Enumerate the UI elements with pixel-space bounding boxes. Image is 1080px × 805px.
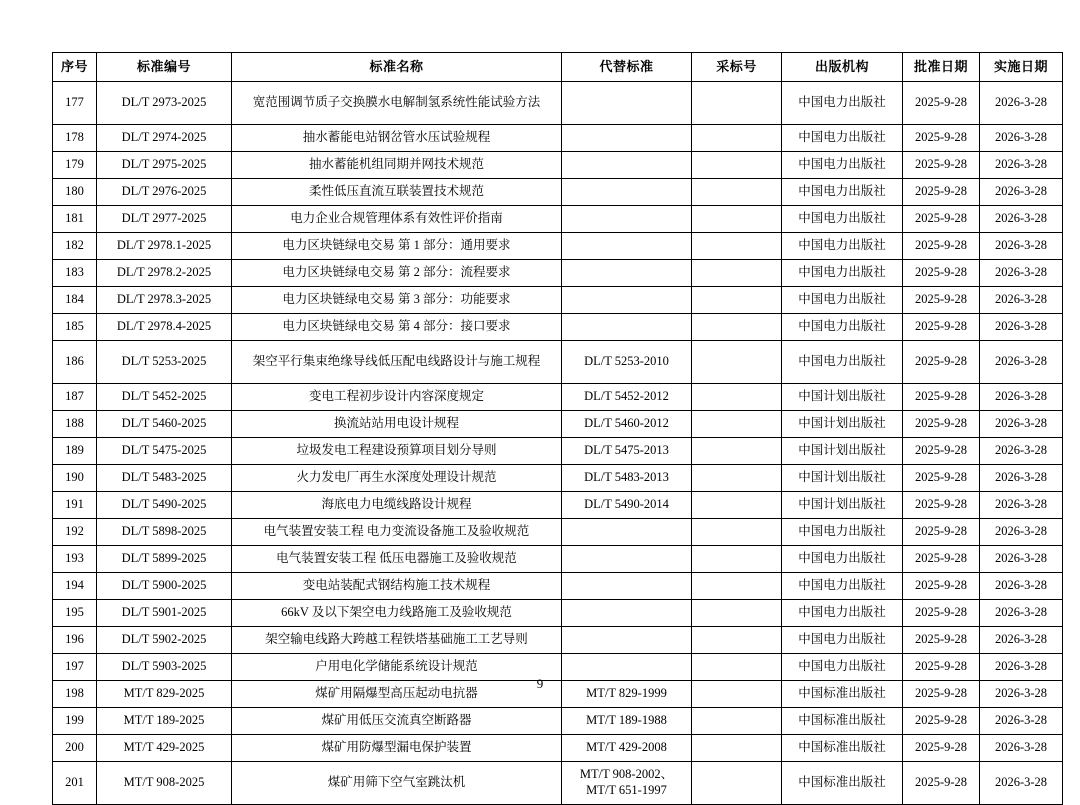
table-row <box>53 341 1063 384</box>
cell-adopted-number <box>692 519 782 546</box>
cell-implementation-date: 2026-3-28 <box>980 438 1063 465</box>
cell-publisher: 中国电力出版社 <box>782 260 903 287</box>
cell-publisher: 中国电力出版社 <box>782 287 903 314</box>
cell-adopted-number <box>692 573 782 600</box>
cell-adopted-number <box>692 492 782 519</box>
table-row <box>53 206 1063 233</box>
cell-adopted-number <box>692 546 782 573</box>
cell-publisher: 中国计划出版社 <box>782 411 903 438</box>
cell-standard-name: 煤矿用低压交流真空断路器 <box>232 708 562 735</box>
cell-approval-date: 2025-9-28 <box>903 82 980 125</box>
cell-seq: 187 <box>53 384 97 411</box>
cell-approval-date: 2025-9-28 <box>903 735 980 762</box>
cell-standard-name: 垃圾发电工程建设预算项目划分导则 <box>232 438 562 465</box>
cell-standard-code: DL/T 2975-2025 <box>97 152 232 179</box>
cell-adopted-number <box>692 384 782 411</box>
table-row <box>53 573 1063 600</box>
cell-replaced-standard <box>562 179 692 206</box>
cell-standard-code: MT/T 429-2025 <box>97 735 232 762</box>
cell-standard-name: 变电站装配式钢结构施工技术规程 <box>232 573 562 600</box>
cell-implementation-date: 2026-3-28 <box>980 492 1063 519</box>
table-row <box>53 519 1063 546</box>
cell-replaced-standard: DL/T 5460-2012 <box>562 411 692 438</box>
cell-publisher: 中国计划出版社 <box>782 438 903 465</box>
cell-standard-code: MT/T 189-2025 <box>97 708 232 735</box>
cell-adopted-number <box>692 735 782 762</box>
cell-standard-name: 架空平行集束绝缘导线低压配电线路设计与施工规程 <box>232 341 562 384</box>
cell-standard-code: DL/T 5452-2025 <box>97 384 232 411</box>
table-row <box>53 152 1063 179</box>
column-header-adopted-number: 采标号 <box>692 53 782 82</box>
cell-standard-name: 架空输电线路大跨越工程铁塔基础施工工艺导则 <box>232 627 562 654</box>
cell-adopted-number <box>692 438 782 465</box>
cell-standard-code: DL/T 2978.4-2025 <box>97 314 232 341</box>
cell-implementation-date: 2026-3-28 <box>980 708 1063 735</box>
cell-seq: 184 <box>53 287 97 314</box>
cell-standard-name: 变电工程初步设计内容深度规定 <box>232 384 562 411</box>
cell-standard-name: 煤矿用防爆型漏电保护装置 <box>232 735 562 762</box>
cell-seq: 183 <box>53 260 97 287</box>
cell-implementation-date: 2026-3-28 <box>980 287 1063 314</box>
cell-standard-name: 电气装置安装工程 低压电器施工及验收规范 <box>232 546 562 573</box>
cell-replaced-standard: DL/T 5253-2010 <box>562 341 692 384</box>
cell-seq: 190 <box>53 465 97 492</box>
cell-adopted-number <box>692 152 782 179</box>
cell-standard-code: DL/T 5900-2025 <box>97 573 232 600</box>
standards-table-container <box>52 52 1048 805</box>
cell-replaced-standard <box>562 314 692 341</box>
cell-seq: 186 <box>53 341 97 384</box>
cell-publisher: 中国电力出版社 <box>782 314 903 341</box>
cell-approval-date: 2025-9-28 <box>903 600 980 627</box>
table-row <box>53 465 1063 492</box>
cell-standard-name: 柔性低压直流互联装置技术规范 <box>232 179 562 206</box>
cell-seq: 191 <box>53 492 97 519</box>
cell-publisher: 中国电力出版社 <box>782 152 903 179</box>
cell-replaced-standard <box>562 125 692 152</box>
cell-standard-code: DL/T 5903-2025 <box>97 654 232 681</box>
cell-standard-code: DL/T 2978.3-2025 <box>97 287 232 314</box>
cell-standard-name: 换流站站用电设计规程 <box>232 411 562 438</box>
cell-adopted-number <box>692 260 782 287</box>
cell-replaced-standard: DL/T 5475-2013 <box>562 438 692 465</box>
cell-standard-code: DL/T 5490-2025 <box>97 492 232 519</box>
cell-publisher: 中国计划出版社 <box>782 465 903 492</box>
cell-approval-date: 2025-9-28 <box>903 546 980 573</box>
column-header-standard-code: 标准编号 <box>97 53 232 82</box>
cell-publisher: 中国电力出版社 <box>782 519 903 546</box>
cell-replaced-standard <box>562 82 692 125</box>
table-row <box>53 82 1063 125</box>
cell-implementation-date: 2026-3-28 <box>980 82 1063 125</box>
table-row <box>53 438 1063 465</box>
cell-approval-date: 2025-9-28 <box>903 125 980 152</box>
cell-replaced-standard: MT/T 908-2002、 MT/T 651-1997 <box>562 762 692 805</box>
table-row <box>53 287 1063 314</box>
cell-seq: 192 <box>53 519 97 546</box>
cell-standard-code: MT/T 829-2025 <box>97 681 232 708</box>
table-row <box>53 600 1063 627</box>
cell-publisher: 中国电力出版社 <box>782 546 903 573</box>
cell-seq: 199 <box>53 708 97 735</box>
cell-publisher: 中国电力出版社 <box>782 233 903 260</box>
cell-approval-date: 2025-9-28 <box>903 260 980 287</box>
cell-replaced-standard: MT/T 429-2008 <box>562 735 692 762</box>
cell-adopted-number <box>692 233 782 260</box>
cell-approval-date: 2025-9-28 <box>903 708 980 735</box>
table-header-row <box>53 53 1063 82</box>
cell-standard-name: 煤矿用筛下空气室跳汰机 <box>232 762 562 805</box>
cell-implementation-date: 2026-3-28 <box>980 411 1063 438</box>
cell-implementation-date: 2026-3-28 <box>980 341 1063 384</box>
cell-seq: 195 <box>53 600 97 627</box>
cell-seq: 182 <box>53 233 97 260</box>
cell-replaced-standard <box>562 627 692 654</box>
cell-implementation-date: 2026-3-28 <box>980 627 1063 654</box>
cell-adopted-number <box>692 179 782 206</box>
cell-approval-date: 2025-9-28 <box>903 465 980 492</box>
cell-publisher: 中国电力出版社 <box>782 206 903 233</box>
cell-publisher: 中国电力出版社 <box>782 573 903 600</box>
table-row <box>53 546 1063 573</box>
cell-implementation-date: 2026-3-28 <box>980 681 1063 708</box>
table-row <box>53 233 1063 260</box>
cell-implementation-date: 2026-3-28 <box>980 314 1063 341</box>
cell-publisher: 中国标准出版社 <box>782 681 903 708</box>
table-row <box>53 735 1063 762</box>
table-row <box>53 627 1063 654</box>
cell-adopted-number <box>692 762 782 805</box>
cell-implementation-date: 2026-3-28 <box>980 233 1063 260</box>
cell-standard-name: 电气装置安装工程 电力变流设备施工及验收规范 <box>232 519 562 546</box>
cell-standard-code: DL/T 5460-2025 <box>97 411 232 438</box>
cell-publisher: 中国计划出版社 <box>782 492 903 519</box>
cell-replaced-standard: DL/T 5490-2014 <box>562 492 692 519</box>
cell-standard-name: 电力企业合规管理体系有效性评价指南 <box>232 206 562 233</box>
column-header-standard-name: 标准名称 <box>232 53 562 82</box>
cell-seq: 193 <box>53 546 97 573</box>
cell-replaced-standard: MT/T 189-1988 <box>562 708 692 735</box>
cell-seq: 177 <box>53 82 97 125</box>
cell-standard-code: DL/T 2978.2-2025 <box>97 260 232 287</box>
cell-approval-date: 2025-9-28 <box>903 179 980 206</box>
cell-seq: 198 <box>53 681 97 708</box>
cell-approval-date: 2025-9-28 <box>903 519 980 546</box>
cell-implementation-date: 2026-3-28 <box>980 654 1063 681</box>
cell-replaced-standard <box>562 260 692 287</box>
cell-approval-date: 2025-9-28 <box>903 438 980 465</box>
cell-replaced-standard: DL/T 5452-2012 <box>562 384 692 411</box>
cell-adopted-number <box>692 125 782 152</box>
cell-standard-code: DL/T 2974-2025 <box>97 125 232 152</box>
cell-implementation-date: 2026-3-28 <box>980 762 1063 805</box>
cell-seq: 200 <box>53 735 97 762</box>
cell-implementation-date: 2026-3-28 <box>980 260 1063 287</box>
cell-publisher: 中国电力出版社 <box>782 125 903 152</box>
cell-implementation-date: 2026-3-28 <box>980 206 1063 233</box>
cell-seq: 180 <box>53 179 97 206</box>
cell-replaced-standard <box>562 519 692 546</box>
cell-approval-date: 2025-9-28 <box>903 573 980 600</box>
page-number: 9 <box>536 676 544 691</box>
cell-seq: 197 <box>53 654 97 681</box>
cell-standard-name: 火力发电厂再生水深度处理设计规范 <box>232 465 562 492</box>
cell-standard-code: DL/T 5253-2025 <box>97 341 232 384</box>
cell-standard-code: DL/T 2973-2025 <box>97 82 232 125</box>
cell-publisher: 中国电力出版社 <box>782 179 903 206</box>
column-header-implementation-date: 实施日期 <box>980 53 1063 82</box>
cell-adopted-number <box>692 465 782 492</box>
cell-approval-date: 2025-9-28 <box>903 206 980 233</box>
table-row <box>53 384 1063 411</box>
cell-seq: 189 <box>53 438 97 465</box>
cell-publisher: 中国电力出版社 <box>782 627 903 654</box>
cell-implementation-date: 2026-3-28 <box>980 179 1063 206</box>
cell-adopted-number <box>692 287 782 314</box>
standards-table <box>52 52 1063 805</box>
cell-seq: 178 <box>53 125 97 152</box>
cell-publisher: 中国计划出版社 <box>782 384 903 411</box>
cell-implementation-date: 2026-3-28 <box>980 465 1063 492</box>
cell-seq: 201 <box>53 762 97 805</box>
cell-adopted-number <box>692 82 782 125</box>
cell-approval-date: 2025-9-28 <box>903 762 980 805</box>
cell-adopted-number <box>692 411 782 438</box>
cell-standard-name: 宽范围调节质子交换膜水电解制氢系统性能试验方法 <box>232 82 562 125</box>
cell-replaced-standard <box>562 152 692 179</box>
cell-replaced-standard <box>562 546 692 573</box>
cell-standard-code: DL/T 2978.1-2025 <box>97 233 232 260</box>
cell-standard-code: DL/T 5483-2025 <box>97 465 232 492</box>
table-row <box>53 314 1063 341</box>
table-header <box>53 53 1063 82</box>
cell-approval-date: 2025-9-28 <box>903 654 980 681</box>
cell-standard-code: DL/T 5899-2025 <box>97 546 232 573</box>
cell-adopted-number <box>692 314 782 341</box>
cell-standard-name: 电力区块链绿电交易 第 3 部分：功能要求 <box>232 287 562 314</box>
cell-publisher: 中国标准出版社 <box>782 708 903 735</box>
cell-adopted-number <box>692 206 782 233</box>
cell-approval-date: 2025-9-28 <box>903 341 980 384</box>
cell-adopted-number <box>692 341 782 384</box>
cell-approval-date: 2025-9-28 <box>903 411 980 438</box>
cell-replaced-standard <box>562 233 692 260</box>
cell-implementation-date: 2026-3-28 <box>980 600 1063 627</box>
cell-approval-date: 2025-9-28 <box>903 681 980 708</box>
cell-approval-date: 2025-9-28 <box>903 314 980 341</box>
table-row <box>53 260 1063 287</box>
cell-implementation-date: 2026-3-28 <box>980 519 1063 546</box>
cell-approval-date: 2025-9-28 <box>903 492 980 519</box>
cell-standard-name: 电力区块链绿电交易 第 4 部分：接口要求 <box>232 314 562 341</box>
cell-approval-date: 2025-9-28 <box>903 152 980 179</box>
cell-standard-name: 煤矿用隔爆型高压起动电抗器 <box>232 681 562 708</box>
cell-implementation-date: 2026-3-28 <box>980 735 1063 762</box>
cell-seq: 179 <box>53 152 97 179</box>
cell-standard-code: DL/T 2976-2025 <box>97 179 232 206</box>
cell-replaced-standard <box>562 206 692 233</box>
cell-adopted-number <box>692 627 782 654</box>
cell-standard-code: DL/T 2977-2025 <box>97 206 232 233</box>
cell-standard-name: 66kV 及以下架空电力线路施工及验收规范 <box>232 600 562 627</box>
cell-standard-code: DL/T 5901-2025 <box>97 600 232 627</box>
cell-publisher: 中国电力出版社 <box>782 600 903 627</box>
cell-publisher: 中国电力出版社 <box>782 82 903 125</box>
cell-seq: 185 <box>53 314 97 341</box>
cell-standard-code: DL/T 5475-2025 <box>97 438 232 465</box>
cell-seq: 194 <box>53 573 97 600</box>
cell-replaced-standard <box>562 600 692 627</box>
cell-implementation-date: 2026-3-28 <box>980 125 1063 152</box>
cell-seq: 181 <box>53 206 97 233</box>
cell-standard-name: 抽水蓄能电站钢岔管水压试验规程 <box>232 125 562 152</box>
table-row <box>53 762 1063 805</box>
cell-approval-date: 2025-9-28 <box>903 627 980 654</box>
cell-publisher: 中国标准出版社 <box>782 735 903 762</box>
cell-replaced-standard <box>562 287 692 314</box>
cell-standard-name: 电力区块链绿电交易 第 1 部分：通用要求 <box>232 233 562 260</box>
cell-replaced-standard <box>562 573 692 600</box>
cell-implementation-date: 2026-3-28 <box>980 384 1063 411</box>
cell-approval-date: 2025-9-28 <box>903 287 980 314</box>
cell-standard-name: 抽水蓄能机组同期并网技术规范 <box>232 152 562 179</box>
table-row <box>53 125 1063 152</box>
cell-implementation-date: 2026-3-28 <box>980 152 1063 179</box>
cell-replaced-standard: DL/T 5483-2013 <box>562 465 692 492</box>
cell-adopted-number <box>692 708 782 735</box>
cell-publisher: 中国电力出版社 <box>782 654 903 681</box>
cell-implementation-date: 2026-3-28 <box>980 546 1063 573</box>
cell-standard-code: DL/T 5902-2025 <box>97 627 232 654</box>
cell-approval-date: 2025-9-28 <box>903 384 980 411</box>
table-row <box>53 411 1063 438</box>
cell-adopted-number <box>692 600 782 627</box>
cell-standard-name: 海底电力电缆线路设计规程 <box>232 492 562 519</box>
column-header-seq: 序号 <box>53 53 97 82</box>
cell-standard-name: 户用电化学储能系统设计规范 <box>232 654 562 681</box>
cell-replaced-standard: MT/T 829-1999 <box>562 681 692 708</box>
column-header-publisher: 出版机构 <box>782 53 903 82</box>
table-body <box>53 82 1063 805</box>
table-row <box>53 708 1063 735</box>
cell-standard-name: 电力区块链绿电交易 第 2 部分：流程要求 <box>232 260 562 287</box>
cell-publisher: 中国电力出版社 <box>782 341 903 384</box>
cell-seq: 196 <box>53 627 97 654</box>
column-header-replaced-standard: 代替标准 <box>562 53 692 82</box>
table-row <box>53 179 1063 206</box>
cell-implementation-date: 2026-3-28 <box>980 573 1063 600</box>
table-row <box>53 492 1063 519</box>
cell-standard-code: MT/T 908-2025 <box>97 762 232 805</box>
cell-standard-code: DL/T 5898-2025 <box>97 519 232 546</box>
cell-seq: 188 <box>53 411 97 438</box>
column-header-approval-date: 批准日期 <box>903 53 980 82</box>
cell-approval-date: 2025-9-28 <box>903 233 980 260</box>
cell-publisher: 中国标准出版社 <box>782 762 903 805</box>
